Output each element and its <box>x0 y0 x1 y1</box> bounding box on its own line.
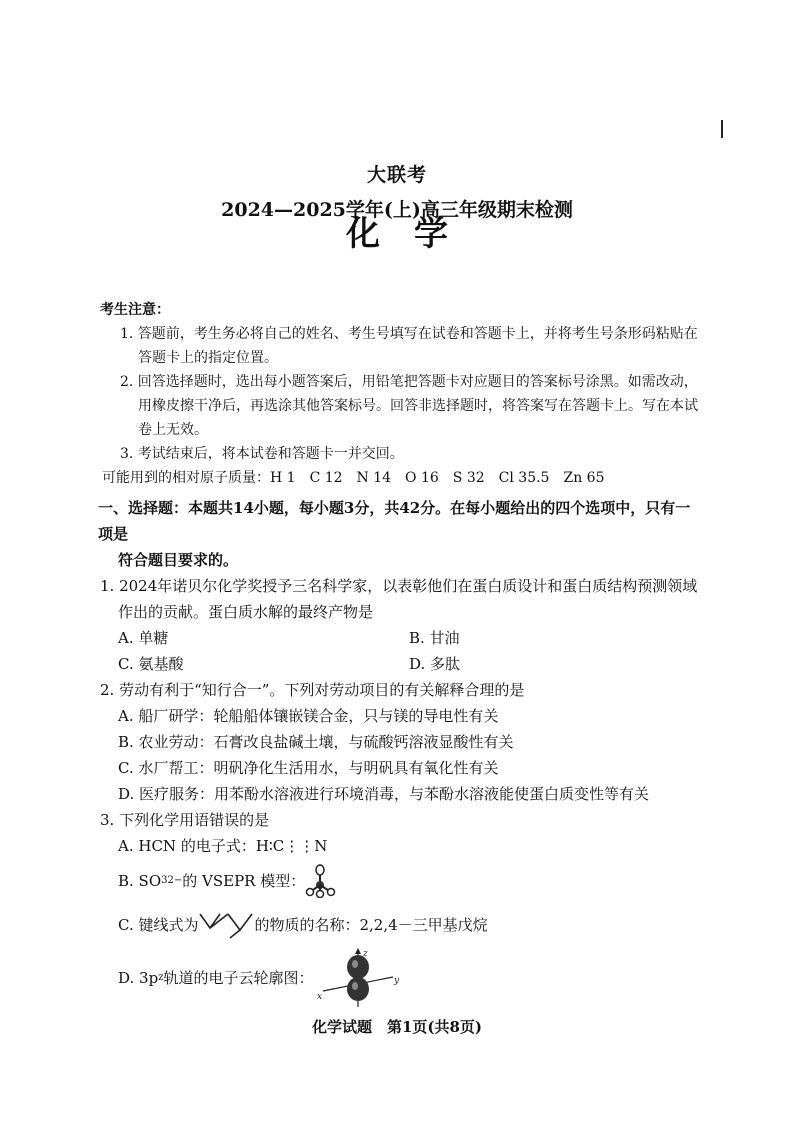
scan-mark <box>721 120 723 138</box>
exam-title: 2024—2025学年(上)高三年级期末检测 <box>221 199 573 221</box>
questions <box>100 495 700 1009</box>
section-title-cont: 符合题目要求的。 <box>118 551 239 569</box>
question-3-stem: 3. 下列化学用语错误的是 <box>100 811 270 829</box>
svg-text:x: x <box>317 992 323 1002</box>
q2-option-d: D. 医疗服务：用苯酚水溶液进行环境消毒，与苯酚水溶液能使蛋白质变性等有关 <box>118 785 650 803</box>
question-1-options-row1 <box>118 625 700 651</box>
question-1-options-row2 <box>118 651 700 677</box>
q3-option-a: A. HCN 的电子式：H∶C⋮⋮N <box>118 837 328 855</box>
q3-option-c: C. 键线式为 的物质的名称：2,2,4－三甲基戊烷 <box>118 903 700 947</box>
q3-option-b: B. SO 3 2− 的 VSEPR 模型： <box>118 859 700 903</box>
svg-text:y: y <box>394 976 400 986</box>
exam-notice <box>100 298 700 490</box>
section-title: 一、选择题：本题共14小题，每小题3分，共42分。在每小题给出的四个选项中，只有一项是 <box>98 499 691 543</box>
q2-option-b: B. 农业劳动：石膏改良盐碱土壤，与硫酸钙溶液显酸性有关 <box>118 733 514 751</box>
q1-option-c: C. 氨基酸 <box>118 655 184 673</box>
q2-option-c: C. 水厂帮工：明矾净化生活用水，与明矾具有氧化性有关 <box>118 759 499 777</box>
question-2-stem: 2. 劳动有利于“知行合一”。下列对劳动项目的有关解释合理的是 <box>100 681 525 699</box>
svg-text:z: z <box>363 949 369 959</box>
page-footer: 化学试题 第1页(共8页) <box>311 1018 483 1036</box>
q1-option-b: B. 甘油 <box>409 629 460 647</box>
q3-option-d: D. 3p z 轨道的电子云轮廓图： z x y <box>118 947 700 1009</box>
q1-option-d: D. 多肽 <box>409 655 461 673</box>
notice-item-1: 1. 答题前，考生务必将自己的姓名、考生号填写在试卷和答题卡上，并将考生号条形码粘贴在答题卡上的指定位置。 <box>120 326 698 366</box>
q2-option-a: A. 船厂研学：轮船船体镶嵌镁合金，只与镁的导电性有关 <box>118 707 499 725</box>
notice-item-2: 2. 回答选择题时，选出每小题答案后，用铅笔把答题卡对应题目的答案标号涂黑。如需改动，用橡皮擦干净后，再选涂其他答案标号。回答非选择题时，将答案写在答题卡上。写在本试卷上无效。 <box>120 374 698 438</box>
exam-series: 大联考 <box>366 164 427 186</box>
vsepr-model-icon <box>305 864 339 898</box>
skeletal-formula-icon <box>198 910 254 940</box>
q1-option-a: A. 单糖 <box>118 629 169 647</box>
notice-label: 考生注意： <box>100 302 170 318</box>
notice-item-3: 3. 考试结束后，将本试卷和答题卡一并交回。 <box>120 446 404 462</box>
subject-title: 化学 <box>346 214 482 254</box>
question-1-stem: 1. 2024年诺贝尔化学奖授予三名科学家，以表彰他们在蛋白质设计和蛋白质结构预测领域作出的贡献。蛋白质水解的最终产物是 <box>100 577 698 621</box>
atomic-masses: 可能用到的相对原子质量：H 1 C 12 N 14 O 16 S 32 Cl 35.5 Zn 65 <box>102 470 605 486</box>
p-orbital-icon <box>313 947 403 1009</box>
